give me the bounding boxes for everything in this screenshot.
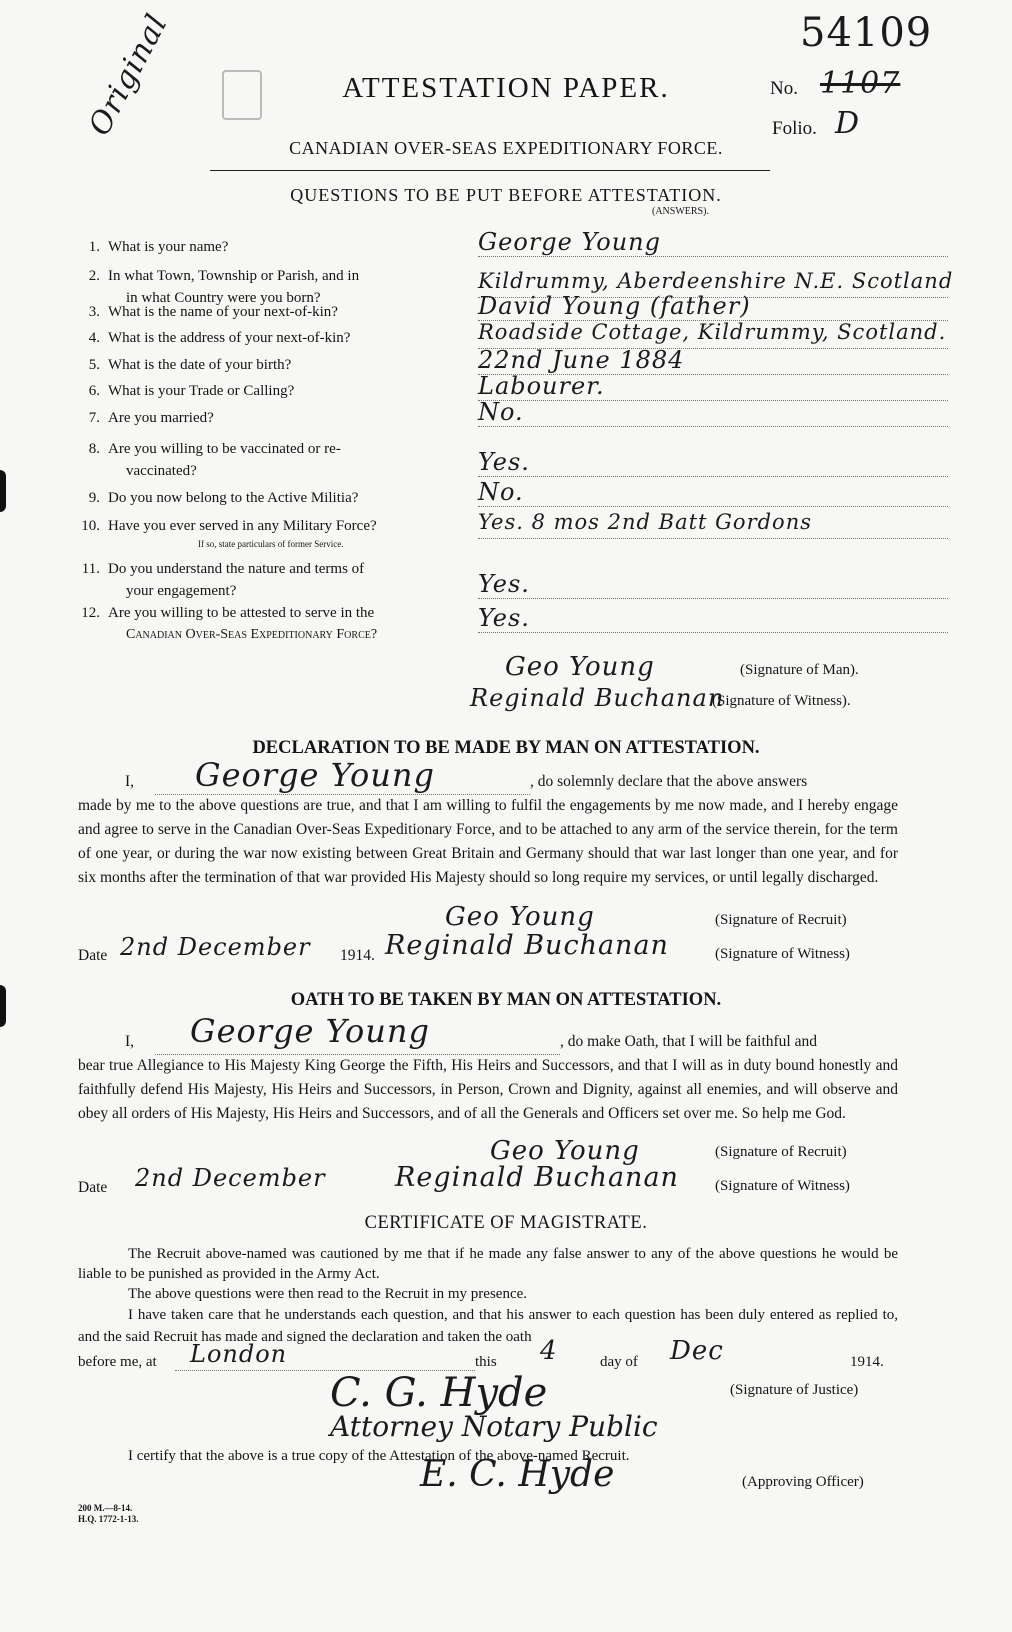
question-text: What is the date of your birth?: [108, 357, 292, 373]
magistrate-place: London: [190, 1340, 288, 1368]
declaration-date-label: Date: [78, 947, 108, 964]
this-label: this: [475, 1354, 497, 1370]
oath-signature-of-recruit-label: (Signature of Recruit): [715, 1144, 847, 1160]
approving-officer-signature: E. C. Hyde: [420, 1454, 615, 1495]
page-title: ATTESTATION PAPER.: [342, 72, 670, 104]
signature-of-justice: C. G. Hyde: [330, 1370, 548, 1416]
declaration-year: 1914.: [340, 947, 375, 964]
question-number: 8.: [88, 441, 100, 457]
declaration-text: made by me to the above questions are true, and that I am willing to fulfil the engagements by me now made, and I hereby engage and agree to serve in the Canadian Over-Seas Expeditionary Force, and to be attached to any arm of the service therein, for the term of one year, or during the war now existing between Great Britain and Germany should that war last longer than one year, and for six months after the termination of that war provided His Majesty should so long require my services, or until legally discharged.: [78, 797, 898, 886]
number-value: 1107: [820, 66, 901, 101]
answers-label: (ANSWERS).: [652, 206, 709, 217]
folio-value: D: [835, 106, 861, 141]
question-text: Are you married?: [108, 410, 214, 426]
answer-value: Yes. 8 mos 2nd Batt Gordons: [478, 510, 812, 534]
magistrate-paragraph-1: The Recruit above-named was cautioned by me that if he made any false answer to any of the above questions he would be liable to be punished as provided in the Army Act.: [78, 1246, 898, 1282]
print-code: [78, 1503, 139, 1525]
answer-value: Yes.: [478, 604, 530, 632]
question-text: What is your name?: [108, 239, 229, 255]
answer-value: Kildrummy, Aberdeenshire N.E. Scotland: [478, 269, 954, 293]
day-of-label: day of: [600, 1354, 638, 1370]
question-note: If so, state particulars of former Service.: [198, 539, 344, 549]
declaration-signature-of-witness: Reginald Buchanan: [385, 930, 669, 961]
answer-value: Yes.: [478, 448, 530, 476]
oath-intro: I,: [125, 1033, 135, 1050]
header-rule: [210, 170, 770, 171]
declaration-date: 2nd December: [120, 933, 311, 961]
oath-date: 2nd December: [135, 1164, 326, 1192]
oath-text-line1: , do make Oath, that I will be faithful and: [560, 1033, 817, 1050]
question-number: 2.: [88, 268, 100, 284]
answer-line: [478, 506, 948, 507]
answer-value: David Young (father): [478, 292, 751, 320]
number-label: No.: [770, 78, 798, 99]
declaration-signature-of-recruit-label: (Signature of Recruit): [715, 912, 847, 928]
magistrate-month: Dec: [670, 1336, 724, 1366]
oath-signature-of-recruit: Geo Young: [490, 1136, 640, 1166]
answer-value: Labourer.: [478, 372, 605, 400]
question-number: 9.: [88, 490, 100, 506]
page-subtitle: CANADIAN OVER-SEAS EXPEDITIONARY FORCE.: [289, 138, 723, 158]
questions-heading: QUESTIONS TO BE PUT BEFORE ATTESTATION.: [290, 185, 722, 205]
print-code-line-1: 200 M.—8-14.: [78, 1503, 133, 1513]
answer-line: [478, 400, 948, 401]
declaration-signature-of-recruit: Geo Young: [445, 902, 595, 932]
regimental-number: 54109: [800, 10, 933, 56]
magistrate-paragraph-2: The above questions were then read to the Recruit in my presence.: [128, 1286, 528, 1302]
question-text: Canadian Over-Seas Expeditionary Force?: [126, 627, 378, 642]
question-number: 11.: [81, 561, 100, 577]
signature-of-man: Geo Young: [505, 652, 655, 682]
oath-text: bear true Allegiance to His Majesty King George the Fifth, His Heirs and Successors, and that I will as in duty bound honestly and faithfully defend His Majesty, His Heirs and Successors, in Person, Crown and Dignity, against all enemies, and will observe and obey all orders of His Majesty, His Heirs and Successors, and of all the Generals and Officers set over me. So help me God.: [78, 1057, 898, 1122]
print-code-line-2: H.Q. 1772-1-13.: [78, 1514, 139, 1524]
question-number: 5.: [88, 357, 100, 373]
question-number: 10.: [81, 518, 100, 534]
answer-value: No.: [478, 478, 524, 506]
notary-signature: Attorney Notary Public: [330, 1410, 658, 1443]
question-text: In what Town, Township or Parish, and in: [108, 268, 360, 284]
oath-date-label: Date: [78, 1179, 108, 1196]
binding-mark: [0, 470, 6, 512]
oath-heading: OATH TO BE TAKEN BY MAN ON ATTESTATION.: [290, 990, 722, 1010]
answer-value: Roadside Cottage, Kildrummy, Scotland.: [478, 320, 947, 344]
declaration-text-line1: , do solemnly declare that the above answers: [530, 773, 808, 790]
question-text: Do you understand the nature and terms of: [108, 561, 365, 577]
signature-of-man-label: (Signature of Man).: [740, 662, 859, 678]
answer-line: [478, 538, 948, 539]
magistrate-paragraph-3: I have taken care that he understands each question, and that his answer to each question has been duly entered as replied to, and the said Recruit has made and signed the declaration and taken the oath: [78, 1307, 898, 1345]
signature-of-witness: Reginald Buchanan: [470, 684, 725, 712]
question-number: 4.: [88, 330, 100, 346]
question-text: Are you willing to be attested to serve in the: [108, 605, 375, 621]
declaration-intro: I,: [125, 773, 135, 790]
question-text: in what Country were you born?: [126, 290, 321, 306]
question-text: Have you ever served in any Military Force?: [108, 518, 377, 534]
folio-label: Folio.: [772, 118, 817, 139]
signature-of-justice-label: (Signature of Justice): [730, 1382, 859, 1398]
question-number: 12.: [81, 605, 100, 621]
magistrate-year: 1914.: [850, 1354, 884, 1370]
answer-line: [478, 476, 948, 477]
question-number: 1.: [88, 239, 100, 255]
signature-of-witness-label: (Signature of Witness).: [712, 693, 851, 709]
oath-name: George Young: [190, 1012, 430, 1050]
answer-line: [478, 632, 948, 633]
question-text: What is your Trade or Calling?: [108, 383, 295, 399]
answer-line: [478, 426, 948, 427]
magistrate-heading: CERTIFICATE OF MAGISTRATE.: [364, 1213, 648, 1233]
answer-value: Yes.: [478, 570, 530, 598]
question-text: What is the name of your next-of-kin?: [108, 304, 338, 320]
answer-value: George Young: [478, 228, 661, 256]
question-text: Are you willing to be vaccinated or re-: [108, 441, 341, 457]
question-text: What is the address of your next-of-kin?: [108, 330, 351, 346]
question-text: vaccinated?: [126, 463, 197, 479]
question-number: 7.: [88, 410, 100, 426]
oath-signature-of-witness-label: (Signature of Witness): [715, 1178, 850, 1194]
declaration-heading: DECLARATION TO BE MADE BY MAN ON ATTESTATION.: [252, 738, 760, 758]
original-mark: Original: [82, 8, 175, 142]
question-number: 3.: [88, 304, 100, 320]
question-text: Do you now belong to the Active Militia?: [108, 490, 359, 506]
answer-value: 22nd June 1884: [478, 346, 685, 374]
certify-text: I certify that the above is a true copy of the Attestation of the above-named Recruit.: [128, 1448, 630, 1464]
answer-line: [478, 256, 948, 257]
approving-officer-label: (Approving Officer): [742, 1474, 864, 1490]
question-number: 6.: [88, 383, 100, 399]
before-me-label: before me, at: [78, 1354, 157, 1370]
oath-signature-of-witness: Reginald Buchanan: [395, 1162, 679, 1193]
declaration-signature-of-witness-label: (Signature of Witness): [715, 946, 850, 962]
question-text: your engagement?: [126, 583, 237, 599]
declaration-name: George Young: [195, 756, 435, 794]
answer-value: No.: [478, 398, 524, 426]
answer-line: [478, 598, 948, 599]
magistrate-day: 4: [540, 1336, 558, 1366]
